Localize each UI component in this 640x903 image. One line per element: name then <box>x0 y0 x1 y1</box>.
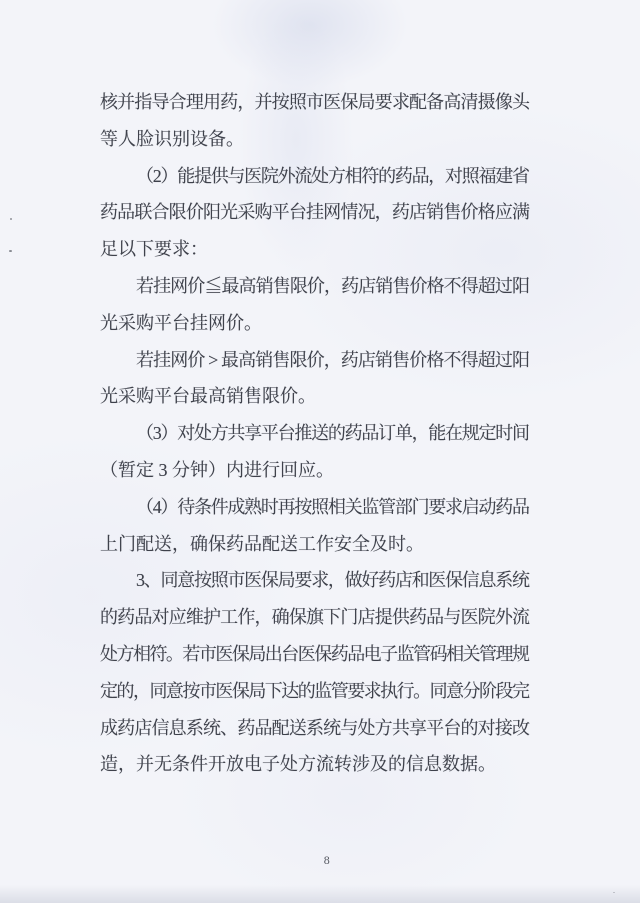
scan-artifact-dot <box>10 218 12 220</box>
document-line <box>100 305 530 342</box>
document-line-text: （2）能提供与医院外流处方相符的药品，对照福建省 <box>136 165 529 186</box>
scan-artifact-dot <box>9 250 12 252</box>
document-line <box>100 746 530 783</box>
document-line-text: （3）对处方共享平台推送的药品订单，能在规定时间 <box>136 423 529 444</box>
document-line <box>100 673 530 710</box>
document-line-text: 若挂网价≦最高销售限价，药店销售价格不得超过阳 <box>136 275 530 296</box>
document-line <box>100 452 530 489</box>
text-block <box>100 84 530 783</box>
document-line-text: 光采购平台挂网价。 <box>100 312 262 333</box>
document-line-text: 的药品对应维护工作，确保旗下门店提供药品与医院外流 <box>100 607 530 628</box>
document-line-text: 上门配送，确保药品配送工作安全及时。 <box>100 533 424 554</box>
scan-artifact-dot <box>613 892 615 893</box>
document-line <box>100 342 530 379</box>
document-line <box>100 268 530 305</box>
document-line-text: 定的，同意按市医保局下达的监管要求执行。同意分阶段完 <box>100 680 529 701</box>
document-line <box>100 84 530 121</box>
document-line-text: 成药店信息系统、药品配送系统与处方共享平台的对接改 <box>100 717 530 738</box>
page-number: 8 <box>323 853 331 867</box>
document-line <box>100 231 530 268</box>
document-line-text: 3、同意按照市医保局要求，做好药店和医保信息系统 <box>136 570 529 591</box>
document-line-text: 等人脸识别设备。 <box>100 128 244 149</box>
document-line-text: 造，并无条件开放电子处方流转涉及的信息数据。 <box>100 754 496 775</box>
document-line-text: 核并指导合理用药，并按照市医保局要求配备高清摄像头 <box>100 92 530 112</box>
document-line <box>100 194 530 231</box>
document-line-text: 光采购平台最高销售限价。 <box>100 386 316 407</box>
document-line <box>100 636 530 673</box>
document-line <box>100 415 530 452</box>
document-line-text: 足以下要求： <box>100 239 208 260</box>
document-line <box>100 378 530 415</box>
document-line <box>100 710 530 747</box>
document-line <box>100 599 530 636</box>
document-line <box>100 526 530 563</box>
document-line-text: （4）待条件成熟时再按照相关监管部门要求启动药品 <box>136 496 529 517</box>
document-line <box>100 489 530 526</box>
document-line-text: 处方相符。若市医保局出台医保药品电子监管码相关管理规 <box>100 643 529 664</box>
document-line-text: 药品联合限价阳光采购平台挂网情况，药店销售价格应满 <box>100 202 530 223</box>
document-line <box>100 158 530 195</box>
document-line-text: （暂定 3 分钟）内进行回应。 <box>100 459 334 480</box>
document-line <box>100 562 530 599</box>
document-line <box>100 121 530 158</box>
document-line-text: 若挂网价 > 最高销售限价，药店销售价格不得超过阳 <box>136 349 530 370</box>
